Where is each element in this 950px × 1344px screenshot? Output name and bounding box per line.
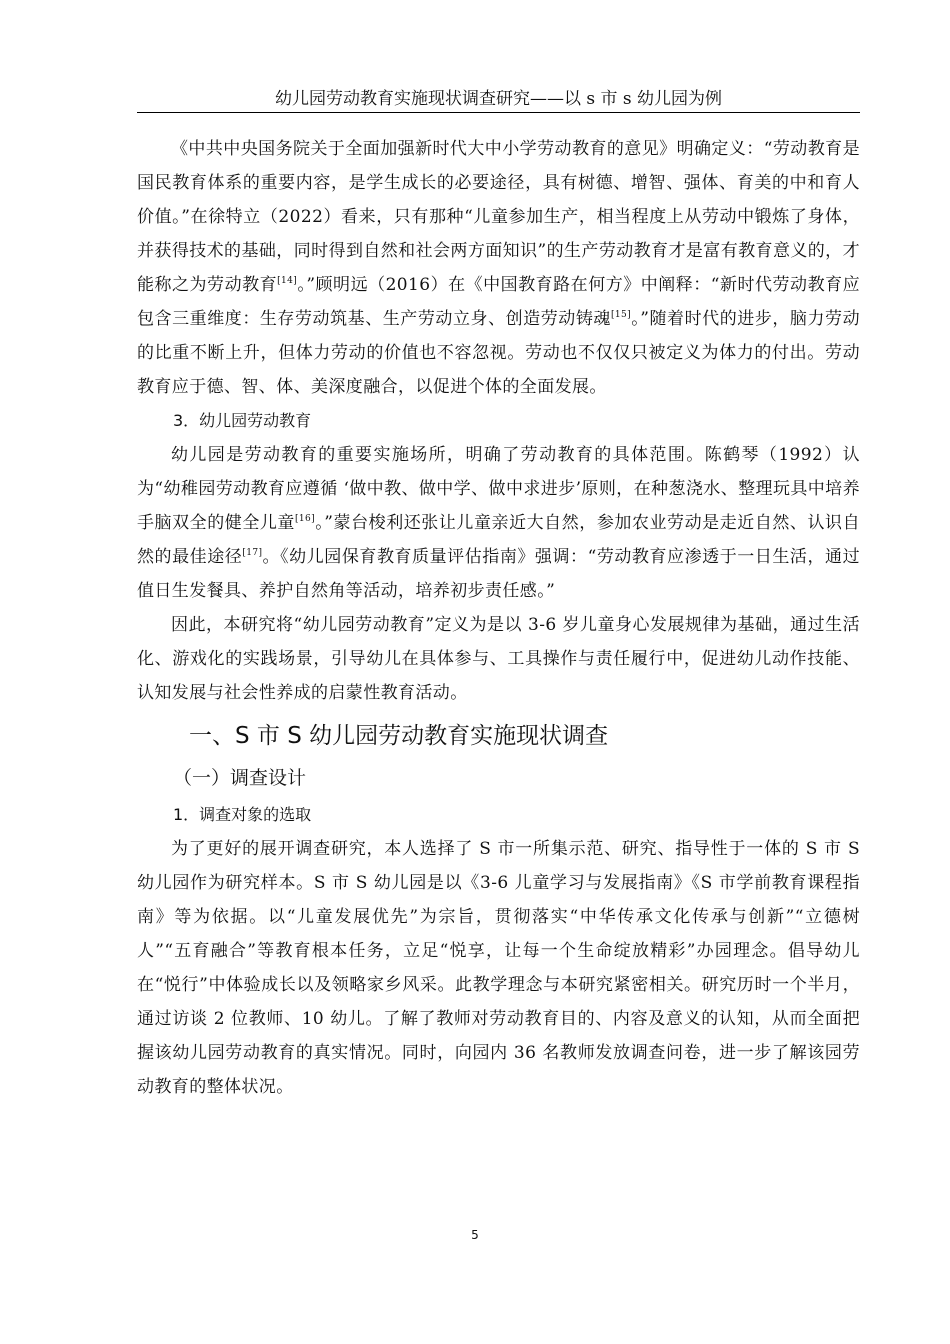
page-body	[137, 132, 860, 1104]
paragraph-labor-education-definition	[137, 132, 860, 404]
paragraph-text: 。”顾明远（2016）在《中国教育路在何方》中阐释：“新时代劳动教育应包含三重维度：生存劳动筑基、生产劳动立身、创造劳动铸魂	[137, 275, 860, 329]
paragraph-text: 幼儿园是劳动教育的重要实施场所，明确了劳动教育的具体范围。陈鹤琴（1992）认为“幼稚园劳动教育应遵循 ‘做中教、做中学、做中求进步’原则，在种葱浇水、整理玩具中培养手脑双全的健全儿童	[137, 445, 860, 533]
section-heading: 一、S 市 S 幼儿园劳动教育实施现状调查	[189, 723, 609, 749]
paragraph-text: 。”随着时代的进步，脑力劳动的比重不断上升，但体力劳动的价值也不容忽视。劳动也不仅仅只被定义为体力的付出。劳动教育应于德、智、体、美深度融合，以促进个体的全面发展。	[137, 309, 860, 397]
subsection-heading: （一）调查设计	[173, 767, 307, 789]
citation-14: [14]	[277, 276, 298, 286]
page-number: 5	[471, 1228, 479, 1242]
citation-16: [16]	[295, 514, 316, 524]
paragraph-kindergarten-labor	[137, 438, 860, 608]
paragraph-text: 《中共中央国务院关于全面加强新时代大中小学劳动教育的意见》明确定义：“劳动教育是国民教育体系的重要内容，是学生成长的必要途径，具有树德、增智、强体、育美的中和育人价值。”在徐特立（2022）看来，只有那种“儿童参加生产，相当程度上从劳动中锻炼了身体，并获得技术的基础，同时得到自然和社会两方面知识”的生产劳动教育才是富有教育意义的，才能称之为劳动教育	[137, 139, 860, 295]
citation-17: [17]	[242, 548, 263, 558]
paragraph-survey-design: 为了更好的展开调查研究，本人选择了 S 市一所集示范、研究、指导性于一体的 S 市 S 幼儿园作为研究样本。S 市 S 幼儿园是以《3-6 儿童学习与发展指南》《S 市学前教育课程指南》等为依据。以“儿童发展优先”为宗旨，贯彻落实“中华传承文化传承与创新”“立德树人”“五育融合”等教育根本任务，立足“悦享，让每一个生命绽放精彩”办园理念。倡导幼儿在“悦行”中体验成长以及领略家乡风采。此教学理念与本研究紧密相关。研究历时一个半月，通过访谈 2 位教师、10 幼儿。了解了教师对劳动教育目的、内容及意义的认知，从而全面把握该幼儿园劳动教育的真实情况。同时，向园内 36 名教师发放调查问卷，进一步了解该园劳动教育的整体状况。	[137, 839, 860, 1097]
paragraph-study-definition: 因此，本研究将“幼儿园劳动教育”定义为是以 3-6 岁儿童身心发展规律为基础，通过生活化、游戏化的实践场景，引导幼儿在具体参与、工具操作与责任履行中，促进幼儿动作技能、认知发展与社会性养成的启蒙性教育活动。	[137, 615, 860, 703]
citation-15: [15]	[610, 310, 632, 320]
paragraph-text: 。《幼儿园保育教育质量评估指南》强调：“劳动教育应渗透于一日生活，通过值日生发餐具、养护自然角等活动，培养初步责任感。”	[137, 547, 860, 601]
subheading-survey-subjects: 1．调查对象的选取	[173, 805, 312, 824]
running-header: 幼儿园劳动教育实施现状调查研究——以 s 市 s 幼儿园为例	[137, 88, 860, 113]
subheading-kindergarten-labor-education: 3．幼儿园劳动教育	[173, 411, 312, 430]
paragraph-text: 。”蒙台梭利还张让儿童亲近大自然，参加农业劳动是走近自然、认识自然的最佳途径	[137, 513, 860, 567]
